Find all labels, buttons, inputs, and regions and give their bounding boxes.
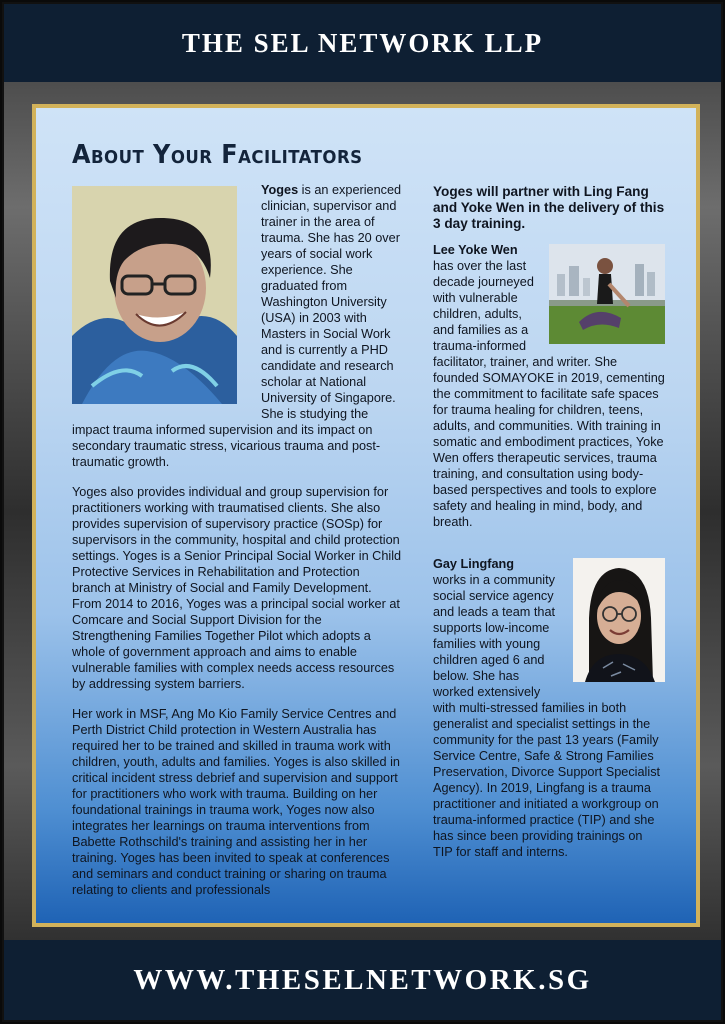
yoges-intro: is an experienced clinician, supervisor and trainer in the area of trauma. She has 20 over years of social work experience. She graduated from Washington University (USA) in 2003 with Masters in Social Work and is currently a PHD candidate and research scholar at National University of Singapore. She is studying the impact trauma informed supervision and its impact on secondary traumatic stress, vicarious trauma and post-traumatic growth. [72, 183, 402, 469]
yokewen-name: Lee Yoke Wen [433, 243, 518, 257]
yoges-photo [72, 186, 237, 404]
page-frame [2, 2, 723, 1022]
facilitators-panel [32, 104, 700, 927]
header-banner [4, 4, 721, 82]
yoges-paragraph-3: Her work in MSF, Ang Mo Kio Family Service Centres and Perth District Child protection in Western Australia has required her to be trained and skilled in trauma work with children, youth, adults and families. Yoges is also skilled in critical incident stress debrief and supervision and support for practitioners who work with trauma. Building on her foundational trainings in trauma work, Yoges now also integrates her learnings on trauma interventions from Babette Rothschild's training and assisting her in her training. Yoges has been invited to speak at conferences and seminars and conduct training or sharing on trauma relating to clients and professionals [72, 707, 400, 897]
yoges-paragraph-2: Yoges also provides individual and group supervision for practitioners working with traumatised clients. She also provides supervision of supervisory practice (SOSp) for supervisors in the community, hospital and child protection settings. Yoges is a Senior Principal Social Worker in Child Protective Services in Rehabilitation and Protection branch at Ministry of Social and Family Development. From 2014 to 2016, Yoges was a principal social worker at Comcare and Social Support Division for the Strengthening Families Together Pilot which adopts a whole of government approach and aims to enable vulnerable families with complex needs access resources by addressing system barriers. [72, 485, 402, 691]
yoges-column [72, 182, 402, 912]
page-title: About Your Facilitators [72, 140, 363, 170]
header-title: THE SEL NETWORK LLP [181, 27, 544, 58]
yokewen-photo [549, 244, 665, 344]
lingfang-bio: works in a community social service agency and leads a team that supports low-income families with young children aged 6 and below. She has worked extensively with multi-stressed families in both generalist and specialist settings in the community for the past 13 years (Family Service Centre, Safe & Strong Families Preservation, Divorce Support Specialist Agency). In 2019, Lingfang is a trauma practitioner and initiated a workgroup on trauma-informed practice (TIP) and she has since been providing trainings on TIP for staff and interns. [433, 573, 661, 859]
yoges-name: Yoges [261, 183, 299, 197]
lingfang-name: Gay Lingfang [433, 557, 515, 571]
partner-heading: Yoges will partner with Ling Fang and Yoke Wen in the delivery of this 3 day training. [433, 184, 665, 231]
lingfang-photo [573, 558, 665, 682]
section-spacer [433, 530, 665, 556]
website-link[interactable]: WWW.THESELNETWORK.SG [133, 963, 592, 996]
footer-banner [4, 940, 721, 1020]
yokewen-bio: has over the last decade journeyed with vulnerable children, adults, and families as a trauma-informed facilitator, trainer, and writer. She founded SOMAYOKE in 2019, cementing the commitment to facilitate safe spaces for trauma healing for children, teens, adults, and communities. With training in somatic and embodiment practices, Yoke Wen offers therapeutic services, trauma training, and consultation using body-based perspectives and tools to explore safety and healing in mind, body, and breath. [433, 259, 665, 529]
partners-column [433, 184, 665, 874]
